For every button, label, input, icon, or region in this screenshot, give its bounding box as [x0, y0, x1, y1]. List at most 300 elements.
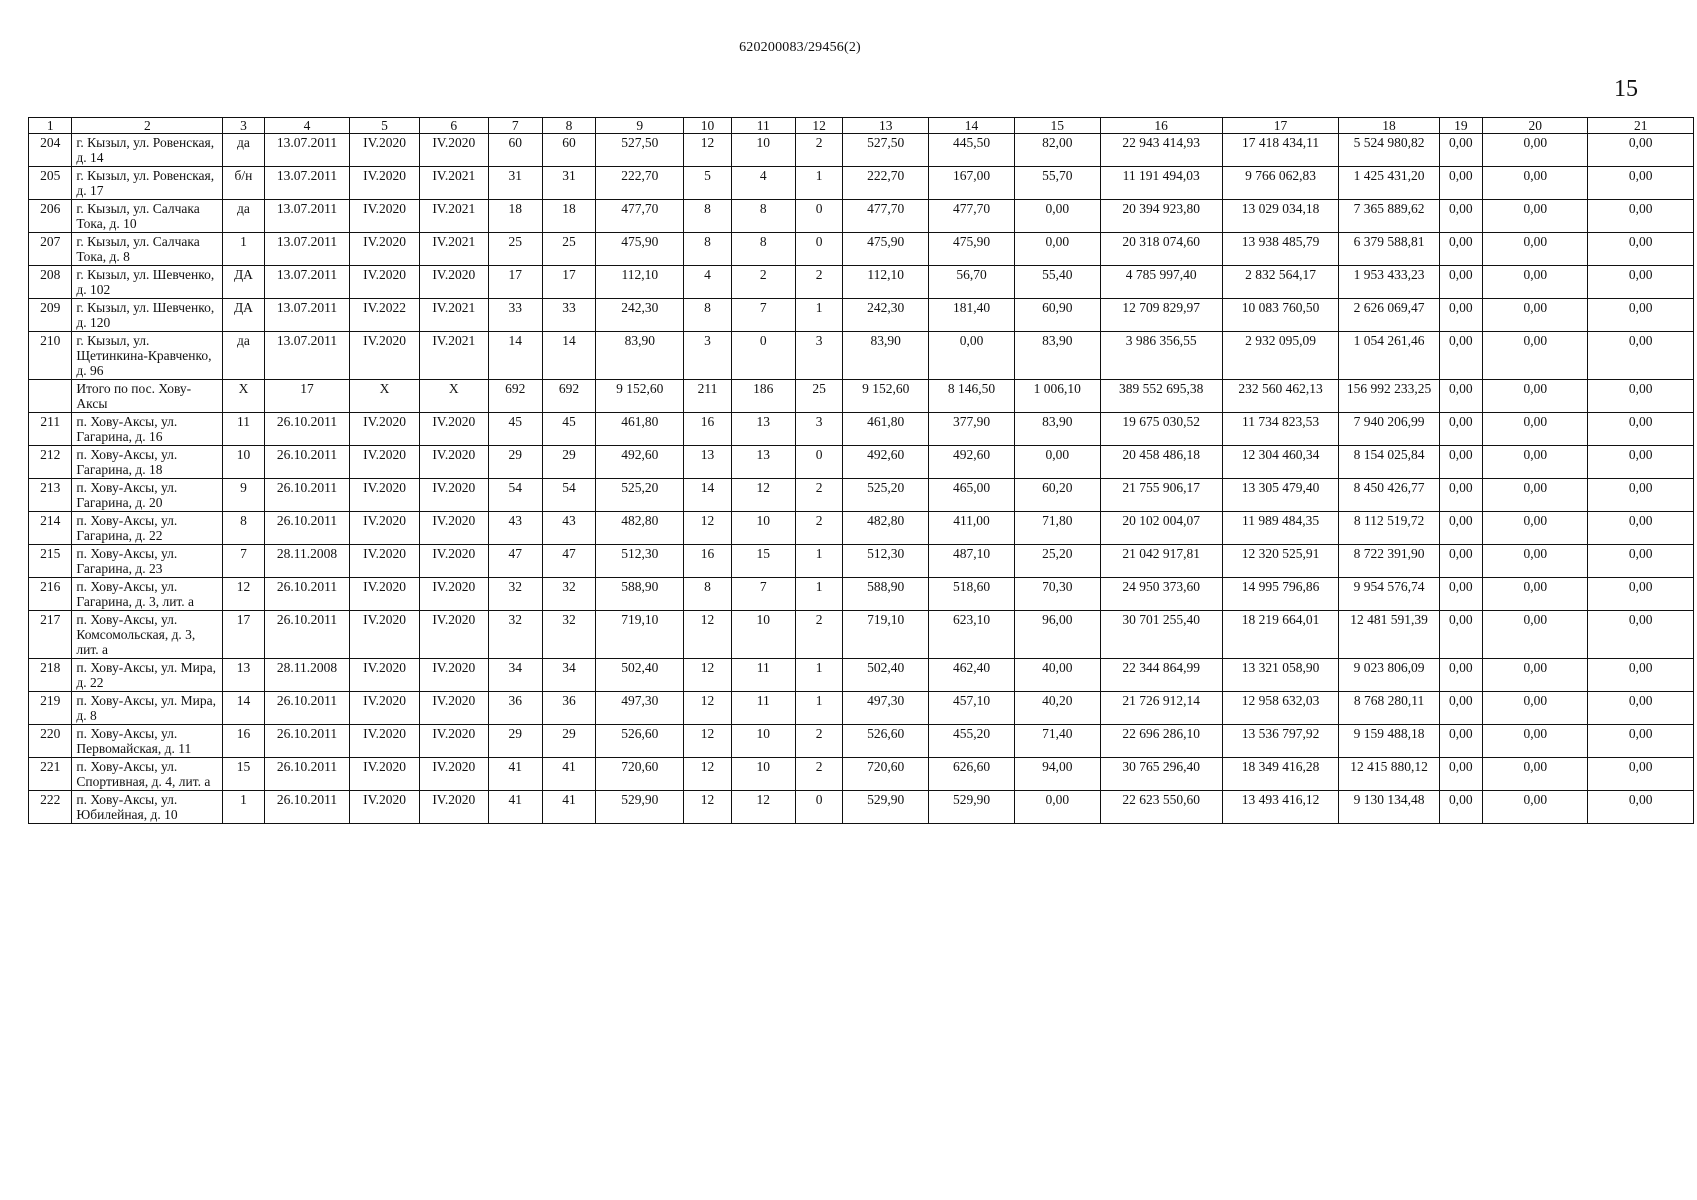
- table-cell: 2 832 564,17: [1222, 266, 1339, 299]
- table-cell: 14: [684, 479, 732, 512]
- table-row: [29, 791, 1694, 824]
- table-cell: да: [223, 332, 264, 380]
- column-header: 18: [1339, 118, 1439, 134]
- table-cell: IV.2020: [419, 659, 488, 692]
- table-cell: 0,00: [1588, 266, 1694, 299]
- table-cell: 215: [29, 545, 72, 578]
- table-cell: X: [350, 380, 419, 413]
- table-cell: 24 950 373,60: [1100, 578, 1222, 611]
- table-cell: 43: [488, 512, 542, 545]
- housing-table: [28, 117, 1694, 824]
- table-cell: 5 524 980,82: [1339, 134, 1439, 167]
- table-cell: 71,40: [1014, 725, 1100, 758]
- table-cell: 482,80: [596, 512, 684, 545]
- table-cell: 40,00: [1014, 659, 1100, 692]
- table-row: [29, 512, 1694, 545]
- table-cell: 461,80: [843, 413, 929, 446]
- table-cell: 0,00: [1588, 446, 1694, 479]
- table-cell: 41: [488, 791, 542, 824]
- table-cell: 526,60: [596, 725, 684, 758]
- table-cell: 0,00: [1014, 233, 1100, 266]
- table-cell: 181,40: [929, 299, 1015, 332]
- table-cell: 0,00: [1439, 545, 1482, 578]
- table-cell: 445,50: [929, 134, 1015, 167]
- table-cell: 18: [542, 200, 596, 233]
- column-header: 2: [72, 118, 223, 134]
- table-cell: IV.2020: [350, 545, 419, 578]
- table-cell: 0,00: [1483, 578, 1588, 611]
- table-cell: 10: [731, 134, 795, 167]
- table-cell: 482,80: [843, 512, 929, 545]
- table-cell: 475,90: [843, 233, 929, 266]
- table-cell: 41: [488, 758, 542, 791]
- table-cell: 29: [542, 446, 596, 479]
- table-cell: 0,00: [929, 332, 1015, 380]
- table-cell: 0,00: [1588, 725, 1694, 758]
- table-cell: 17: [223, 611, 264, 659]
- table-cell: 207: [29, 233, 72, 266]
- table-cell: 1: [223, 791, 264, 824]
- column-header: 15: [1014, 118, 1100, 134]
- table-cell: 217: [29, 611, 72, 659]
- table-cell: 1: [795, 299, 843, 332]
- table-cell: 0,00: [1014, 200, 1100, 233]
- table-cell: 205: [29, 167, 72, 200]
- table-cell: 0: [795, 791, 843, 824]
- table-cell: 502,40: [596, 659, 684, 692]
- table-cell: IV.2020: [350, 659, 419, 692]
- table-cell: 30 765 296,40: [1100, 758, 1222, 791]
- table-cell: 2: [731, 266, 795, 299]
- table-cell: 0,00: [1439, 380, 1482, 413]
- table-cell: 54: [542, 479, 596, 512]
- table-cell: X: [223, 380, 264, 413]
- table-cell: 14: [542, 332, 596, 380]
- table-cell: 211: [684, 380, 732, 413]
- table-cell: 0,00: [1588, 578, 1694, 611]
- column-header: 7: [488, 118, 542, 134]
- table-cell: 26.10.2011: [264, 479, 350, 512]
- table-cell: 0,00: [1588, 611, 1694, 659]
- table-cell: 60: [488, 134, 542, 167]
- table-cell: 221: [29, 758, 72, 791]
- table-cell: 719,10: [843, 611, 929, 659]
- table-cell: 0,00: [1588, 758, 1694, 791]
- table-cell: 26.10.2011: [264, 692, 350, 725]
- column-header: 11: [731, 118, 795, 134]
- table-cell: ДА: [223, 266, 264, 299]
- table-cell: IV.2020: [419, 266, 488, 299]
- table-cell: 0,00: [1483, 134, 1588, 167]
- table-cell: 9 152,60: [843, 380, 929, 413]
- table-cell: 2 932 095,09: [1222, 332, 1339, 380]
- table-cell: п. Хову-Аксы, ул. Комсомольская, д. 3, лит. а: [72, 611, 223, 659]
- table-cell: 208: [29, 266, 72, 299]
- table-row: [29, 266, 1694, 299]
- table-cell: п. Хову-Аксы, ул. Юбилейная, д. 10: [72, 791, 223, 824]
- table-cell: 455,20: [929, 725, 1015, 758]
- table-cell: 9 159 488,18: [1339, 725, 1439, 758]
- table-cell: 2: [795, 266, 843, 299]
- table-cell: 82,00: [1014, 134, 1100, 167]
- table-cell: 477,70: [929, 200, 1015, 233]
- table-cell: 33: [488, 299, 542, 332]
- table-cell: 7: [731, 299, 795, 332]
- table-cell: 21 726 912,14: [1100, 692, 1222, 725]
- table-cell: 204: [29, 134, 72, 167]
- table-cell: 0,00: [1439, 692, 1482, 725]
- table-cell: 16: [223, 725, 264, 758]
- table-cell: 30 701 255,40: [1100, 611, 1222, 659]
- table-cell: 13: [223, 659, 264, 692]
- table-cell: IV.2020: [350, 578, 419, 611]
- table-cell: IV.2020: [350, 266, 419, 299]
- table-row: [29, 578, 1694, 611]
- table-cell: 8 146,50: [929, 380, 1015, 413]
- table-cell: 10: [731, 611, 795, 659]
- table-cell: 12: [684, 659, 732, 692]
- table-cell: 33: [542, 299, 596, 332]
- table-cell: 26.10.2011: [264, 512, 350, 545]
- column-header: 1: [29, 118, 72, 134]
- table-cell: 13.07.2011: [264, 200, 350, 233]
- table-cell: 17: [488, 266, 542, 299]
- table-cell: IV.2020: [350, 758, 419, 791]
- table-cell: 588,90: [843, 578, 929, 611]
- table-cell: 83,90: [843, 332, 929, 380]
- table-cell: 529,90: [596, 791, 684, 824]
- table-cell: 527,50: [596, 134, 684, 167]
- table-cell: 13: [731, 413, 795, 446]
- table-cell: 13 321 058,90: [1222, 659, 1339, 692]
- table-cell: 0,00: [1483, 299, 1588, 332]
- table-cell: 12: [684, 758, 732, 791]
- column-header: 4: [264, 118, 350, 134]
- table-cell: 94,00: [1014, 758, 1100, 791]
- table-cell: 4: [684, 266, 732, 299]
- table-cell: 25,20: [1014, 545, 1100, 578]
- table-cell: 512,30: [843, 545, 929, 578]
- table-cell: 525,20: [596, 479, 684, 512]
- table-cell: 17: [264, 380, 350, 413]
- table-cell: 14 995 796,86: [1222, 578, 1339, 611]
- table-cell: 0,00: [1588, 332, 1694, 380]
- table-cell: 9 130 134,48: [1339, 791, 1439, 824]
- column-header: 8: [542, 118, 596, 134]
- table-cell: 13 493 416,12: [1222, 791, 1339, 824]
- table-cell: 12 481 591,39: [1339, 611, 1439, 659]
- table-cell: 0,00: [1439, 758, 1482, 791]
- table-cell: 31: [488, 167, 542, 200]
- table-row: [29, 479, 1694, 512]
- table-cell: 9 023 806,09: [1339, 659, 1439, 692]
- table-cell: 1 425 431,20: [1339, 167, 1439, 200]
- table-cell: 19 675 030,52: [1100, 413, 1222, 446]
- table-cell: п. Хову-Аксы, ул. Мира, д. 8: [72, 692, 223, 725]
- table-cell: 43: [542, 512, 596, 545]
- table-row: [29, 446, 1694, 479]
- table-cell: 11 989 484,35: [1222, 512, 1339, 545]
- table-cell: г. Кызыл, ул. Салчака Тока, д. 8: [72, 233, 223, 266]
- table-cell: IV.2020: [419, 758, 488, 791]
- table-cell: 497,30: [843, 692, 929, 725]
- table-cell: 20 102 004,07: [1100, 512, 1222, 545]
- table-cell: 492,60: [596, 446, 684, 479]
- table-cell: 0,00: [1588, 413, 1694, 446]
- table-cell: Итого по пос. Хову-Аксы: [72, 380, 223, 413]
- table-cell: 26.10.2011: [264, 758, 350, 791]
- table-cell: 11: [223, 413, 264, 446]
- table-cell: п. Хову-Аксы, ул. Гагарина, д. 3, лит. а: [72, 578, 223, 611]
- column-header: 17: [1222, 118, 1339, 134]
- table-cell: 0,00: [1588, 692, 1694, 725]
- table-cell: 0: [795, 233, 843, 266]
- table-row: [29, 332, 1694, 380]
- table-cell: 12: [684, 692, 732, 725]
- table-cell: IV.2020: [350, 692, 419, 725]
- table-cell: 12: [684, 611, 732, 659]
- table-cell: 60,20: [1014, 479, 1100, 512]
- table-row: [29, 380, 1694, 413]
- table-cell: 10: [731, 512, 795, 545]
- document-id: 620200083/29456(2): [739, 40, 861, 55]
- table-cell: 0,00: [1483, 266, 1588, 299]
- table-cell: 70,30: [1014, 578, 1100, 611]
- table-cell: 22 943 414,93: [1100, 134, 1222, 167]
- table-cell: 1: [795, 545, 843, 578]
- table-cell: 475,90: [929, 233, 1015, 266]
- table-cell: 492,60: [929, 446, 1015, 479]
- table-cell: 0,00: [1483, 167, 1588, 200]
- table-cell: 12 958 632,03: [1222, 692, 1339, 725]
- table-cell: IV.2020: [350, 611, 419, 659]
- table-cell: 12: [731, 791, 795, 824]
- column-header: 14: [929, 118, 1015, 134]
- table-cell: 242,30: [843, 299, 929, 332]
- table-cell: 14: [223, 692, 264, 725]
- table-cell: 8 768 280,11: [1339, 692, 1439, 725]
- table-cell: 55,40: [1014, 266, 1100, 299]
- table-cell: 0,00: [1588, 479, 1694, 512]
- table-cell: 17 418 434,11: [1222, 134, 1339, 167]
- table-cell: 0,00: [1439, 299, 1482, 332]
- table-cell: 214: [29, 512, 72, 545]
- table-cell: г. Кызыл, ул. Щетинкина-Кравченко, д. 96: [72, 332, 223, 380]
- table-cell: 0,00: [1483, 512, 1588, 545]
- table-row: [29, 545, 1694, 578]
- table-cell: 0,00: [1483, 380, 1588, 413]
- table-cell: 0,00: [1439, 413, 1482, 446]
- table-cell: 26.10.2011: [264, 611, 350, 659]
- table-cell: IV.2020: [419, 545, 488, 578]
- table-cell: 12: [684, 725, 732, 758]
- table-cell: 2 626 069,47: [1339, 299, 1439, 332]
- table-cell: 26.10.2011: [264, 791, 350, 824]
- table-cell: 32: [488, 611, 542, 659]
- table-cell: 0,00: [1588, 545, 1694, 578]
- table-cell: 14: [488, 332, 542, 380]
- table-cell: 7 940 206,99: [1339, 413, 1439, 446]
- table-cell: IV.2020: [350, 791, 419, 824]
- table-cell: 8: [684, 233, 732, 266]
- column-header: 20: [1483, 118, 1588, 134]
- table-cell: 720,60: [843, 758, 929, 791]
- table-cell: 4 785 997,40: [1100, 266, 1222, 299]
- table-cell: 9 152,60: [596, 380, 684, 413]
- table-cell: 512,30: [596, 545, 684, 578]
- table-cell: 15: [731, 545, 795, 578]
- table-cell: 83,90: [596, 332, 684, 380]
- table-cell: 0,00: [1483, 611, 1588, 659]
- column-header: 10: [684, 118, 732, 134]
- table-cell: 529,90: [929, 791, 1015, 824]
- table-cell: 31: [542, 167, 596, 200]
- table-cell: 45: [488, 413, 542, 446]
- table-cell: 55,70: [1014, 167, 1100, 200]
- table-cell: 25: [795, 380, 843, 413]
- table-cell: 0,00: [1483, 200, 1588, 233]
- table-cell: 0,00: [1439, 659, 1482, 692]
- table-cell: 26.10.2011: [264, 413, 350, 446]
- table-cell: IV.2020: [350, 512, 419, 545]
- table-cell: п. Хову-Аксы, ул. Первомайская, д. 11: [72, 725, 223, 758]
- table-cell: 8: [684, 299, 732, 332]
- table-cell: 0,00: [1588, 299, 1694, 332]
- table-cell: 526,60: [843, 725, 929, 758]
- table-cell: г. Кызыл, ул. Салчака Тока, д. 10: [72, 200, 223, 233]
- table-cell: IV.2020: [419, 725, 488, 758]
- table-cell: 8 722 391,90: [1339, 545, 1439, 578]
- table-cell: 40,20: [1014, 692, 1100, 725]
- table-cell: 462,40: [929, 659, 1015, 692]
- table-cell: IV.2020: [350, 233, 419, 266]
- table-cell: 2: [795, 512, 843, 545]
- table-cell: 13.07.2011: [264, 299, 350, 332]
- table-cell: 11: [731, 692, 795, 725]
- table-cell: 527,50: [843, 134, 929, 167]
- table-cell: да: [223, 134, 264, 167]
- table-cell: 461,80: [596, 413, 684, 446]
- table-cell: 34: [542, 659, 596, 692]
- table-cell: 25: [488, 233, 542, 266]
- table-cell: б/н: [223, 167, 264, 200]
- table-cell: 13 029 034,18: [1222, 200, 1339, 233]
- table-cell: 12 304 460,34: [1222, 446, 1339, 479]
- header-row: [29, 118, 1694, 134]
- table-cell: 626,60: [929, 758, 1015, 791]
- table-cell: г. Кызыл, ул. Ровенская, д. 14: [72, 134, 223, 167]
- table-cell: 1: [795, 659, 843, 692]
- table-cell: 10: [223, 446, 264, 479]
- table-cell: 1 054 261,46: [1339, 332, 1439, 380]
- table-cell: 477,70: [596, 200, 684, 233]
- table-cell: 41: [542, 758, 596, 791]
- table-cell: 0,00: [1439, 266, 1482, 299]
- table-cell: 56,70: [929, 266, 1015, 299]
- table-cell: 0,00: [1483, 758, 1588, 791]
- table-cell: 29: [488, 725, 542, 758]
- table-cell: 11 191 494,03: [1100, 167, 1222, 200]
- table-cell: 3: [795, 413, 843, 446]
- table-cell: 0,00: [1483, 446, 1588, 479]
- table-cell: IV.2020: [419, 692, 488, 725]
- table-cell: 0,00: [1483, 692, 1588, 725]
- table-cell: IV.2020: [419, 512, 488, 545]
- table-cell: IV.2020: [419, 134, 488, 167]
- table-row: [29, 299, 1694, 332]
- table-cell: 465,00: [929, 479, 1015, 512]
- table-cell: 212: [29, 446, 72, 479]
- table-cell: 13: [731, 446, 795, 479]
- table-cell: п. Хову-Аксы, ул. Спортивная, д. 4, лит. а: [72, 758, 223, 791]
- table-cell: X: [419, 380, 488, 413]
- table-cell: 12: [684, 791, 732, 824]
- table-cell: 112,10: [596, 266, 684, 299]
- table-cell: 0,00: [1483, 791, 1588, 824]
- table-cell: 32: [488, 578, 542, 611]
- table-row: [29, 659, 1694, 692]
- table-cell: 3 986 356,55: [1100, 332, 1222, 380]
- table-cell: 0,00: [1483, 545, 1588, 578]
- table-cell: 156 992 233,25: [1339, 380, 1439, 413]
- table-cell: 3: [684, 332, 732, 380]
- table-cell: 32: [542, 578, 596, 611]
- table-cell: 26.10.2011: [264, 446, 350, 479]
- page-number: 15: [1614, 76, 1638, 102]
- table-row: [29, 611, 1694, 659]
- table-cell: 0,00: [1439, 134, 1482, 167]
- table-cell: 0,00: [1483, 233, 1588, 266]
- table-cell: 41: [542, 791, 596, 824]
- table-cell: IV.2021: [419, 167, 488, 200]
- table-cell: п. Хову-Аксы, ул. Гагарина, д. 22: [72, 512, 223, 545]
- table-cell: 13.07.2011: [264, 233, 350, 266]
- table-cell: 0,00: [1439, 512, 1482, 545]
- table-row: [29, 134, 1694, 167]
- table-cell: 12 709 829,97: [1100, 299, 1222, 332]
- table-cell: 15: [223, 758, 264, 791]
- table-cell: 20 318 074,60: [1100, 233, 1222, 266]
- table-cell: 1 953 433,23: [1339, 266, 1439, 299]
- table-cell: 1: [795, 578, 843, 611]
- table-cell: 12: [731, 479, 795, 512]
- table-cell: IV.2020: [419, 611, 488, 659]
- table-row: [29, 413, 1694, 446]
- table-cell: 20 394 923,80: [1100, 200, 1222, 233]
- table-cell: IV.2020: [350, 200, 419, 233]
- column-header: 16: [1100, 118, 1222, 134]
- table-cell: 1: [223, 233, 264, 266]
- table-cell: 32: [542, 611, 596, 659]
- table-cell: 720,60: [596, 758, 684, 791]
- table-cell: 0,00: [1588, 659, 1694, 692]
- table-cell: 13.07.2011: [264, 167, 350, 200]
- table-cell: 8 450 426,77: [1339, 479, 1439, 512]
- table-cell: 0,00: [1483, 725, 1588, 758]
- table-cell: 26.10.2011: [264, 578, 350, 611]
- table-cell: 13.07.2011: [264, 266, 350, 299]
- table-cell: IV.2020: [350, 167, 419, 200]
- table-cell: 9 766 062,83: [1222, 167, 1339, 200]
- table-cell: 242,30: [596, 299, 684, 332]
- table-cell: 719,10: [596, 611, 684, 659]
- table-cell: 1 006,10: [1014, 380, 1100, 413]
- table-cell: IV.2020: [350, 134, 419, 167]
- table-cell: IV.2020: [419, 413, 488, 446]
- table-cell: 10 083 760,50: [1222, 299, 1339, 332]
- table-cell: 7: [731, 578, 795, 611]
- table-row: [29, 725, 1694, 758]
